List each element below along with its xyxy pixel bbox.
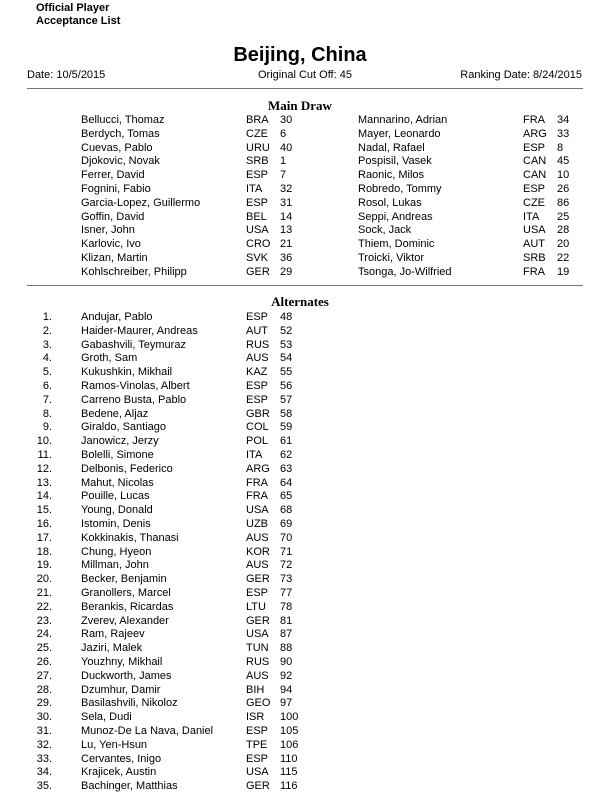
main-draw-row <box>0 155 600 169</box>
player-rank: 65 <box>280 490 293 503</box>
player-name: Zverev, Alexander <box>81 614 169 627</box>
player-name: Granollers, Marcel <box>81 587 171 599</box>
player-country: ITA <box>246 449 263 461</box>
player-name: Tsonga, Jo-Wilfried <box>358 265 452 278</box>
player-name: Klizan, Martin <box>81 252 148 264</box>
document-heading <box>36 2 120 28</box>
player-rank: 69 <box>280 518 293 530</box>
alternate-row <box>0 477 600 491</box>
player-rank: 53 <box>280 338 293 351</box>
alternate-row <box>0 394 600 408</box>
main-draw-row <box>0 142 600 156</box>
player-country: AUT <box>246 324 268 337</box>
alternate-number: 9. <box>42 421 52 434</box>
player-name: Groth, Sam <box>81 352 138 365</box>
player-rank: 94 <box>280 683 293 696</box>
alternate-number: 31. <box>36 725 52 737</box>
player-country: URU <box>246 141 270 154</box>
player-rank: 22 <box>557 252 570 264</box>
alternate-row <box>0 532 600 546</box>
player-name: Mannarino, Adrian <box>358 114 448 126</box>
player-name: Young, Donald <box>81 504 153 517</box>
player-name: Isner, John <box>81 224 135 237</box>
player-name: Goffin, David <box>81 210 145 223</box>
player-name: Delbonis, Federico <box>81 462 173 475</box>
alternate-row <box>0 408 600 422</box>
player-rank: 106 <box>280 738 299 751</box>
player-name: Istomin, Denis <box>81 518 151 530</box>
player-country: RUS <box>246 338 270 351</box>
player-name: Basilashvili, Nikoloz <box>81 697 178 710</box>
main-draw-row <box>0 211 600 225</box>
player-name: Mahut, Nicolas <box>81 476 154 489</box>
player-country: LTU <box>246 600 266 613</box>
player-rank: 90 <box>280 656 293 668</box>
player-name: Robredo, Tommy <box>358 183 442 195</box>
player-country: CRO <box>246 238 271 251</box>
player-rank: 71 <box>280 545 293 558</box>
player-country: USA <box>246 766 269 779</box>
player-rank: 1 <box>280 155 287 168</box>
player-name: Bedene, Aljaz <box>81 407 149 420</box>
alternate-row <box>0 449 600 463</box>
player-rank: 7 <box>280 169 287 182</box>
alternate-row <box>0 711 600 725</box>
alternate-number: 3. <box>42 338 52 351</box>
player-country: AUS <box>246 352 269 365</box>
original-cutoff: Original Cut Off: 45 <box>258 69 352 81</box>
player-name: Pospisil, Vasek <box>358 155 432 168</box>
main-draw-row <box>0 128 600 142</box>
alternate-row <box>0 435 600 449</box>
player-rank: 87 <box>280 628 293 641</box>
player-country: FRA <box>523 265 545 278</box>
player-name: Berankis, Ricardas <box>81 600 174 613</box>
ranking-date: Ranking Date: 8/24/2015 <box>460 69 582 81</box>
player-country: BEL <box>246 210 267 223</box>
alternate-number: 29. <box>36 697 52 710</box>
alternate-row <box>0 601 600 615</box>
player-country: ESP <box>523 183 546 195</box>
main-draw-row <box>0 224 600 238</box>
alternate-number: 2. <box>42 324 52 337</box>
divider <box>27 88 583 89</box>
alternate-number: 30. <box>36 711 52 724</box>
player-rank: 36 <box>280 252 293 264</box>
player-rank: 34 <box>557 114 570 126</box>
alternate-row <box>0 739 600 753</box>
alternate-row <box>0 780 600 794</box>
player-name: Gabashvili, Teymuraz <box>81 338 186 351</box>
alternates-title: Alternates <box>271 294 329 309</box>
player-country: ESP <box>246 169 269 182</box>
alternate-row <box>0 753 600 767</box>
player-country: SRB <box>246 155 269 168</box>
player-rank: 48 <box>280 311 293 323</box>
alternate-row <box>0 766 600 780</box>
player-rank: 81 <box>280 614 293 627</box>
player-name: Jaziri, Malek <box>81 642 143 655</box>
player-country: GER <box>246 780 270 793</box>
player-name: Thiem, Dominic <box>358 238 435 251</box>
player-country: GER <box>246 573 270 586</box>
player-name: Garcia-Lopez, Guillermo <box>81 196 201 209</box>
alternate-number: 27. <box>36 669 52 682</box>
player-rank: 105 <box>280 725 299 737</box>
player-country: ESP <box>246 380 269 392</box>
player-name: Nadal, Rafael <box>358 141 425 154</box>
player-name: Janowicz, Jerzy <box>81 435 159 448</box>
player-rank: 77 <box>280 587 293 599</box>
player-name: Haider-Maurer, Andreas <box>81 324 198 337</box>
player-country: TUN <box>246 642 269 655</box>
main-draw-row <box>0 169 600 183</box>
player-name: Millman, John <box>81 559 149 572</box>
player-name: Kukushkin, Mikhail <box>81 366 173 379</box>
alternate-number: 11. <box>37 449 52 461</box>
player-country: ITA <box>523 210 540 223</box>
player-country: ESP <box>246 393 269 406</box>
alternate-row <box>0 656 600 670</box>
player-rank: 72 <box>280 559 293 572</box>
alternate-row <box>0 518 600 532</box>
alternate-number: 4. <box>42 352 52 365</box>
alternate-number: 7. <box>42 393 52 406</box>
player-name: Bolelli, Simone <box>81 449 154 461</box>
alternate-number: 14. <box>36 490 52 503</box>
alternate-number: 24. <box>36 628 52 641</box>
player-country: ESP <box>523 141 546 154</box>
alternate-row <box>0 546 600 560</box>
player-rank: 100 <box>280 711 299 724</box>
player-country: KOR <box>246 545 270 558</box>
alternate-number: 33. <box>36 752 52 765</box>
player-rank: 6 <box>280 127 287 140</box>
alternate-number: 12. <box>36 462 52 475</box>
player-name: Sela, Dudi <box>81 711 132 724</box>
player-rank: 20 <box>557 238 570 251</box>
player-country: USA <box>523 224 546 237</box>
player-rank: 58 <box>280 407 293 420</box>
player-name: Giraldo, Santiago <box>81 421 166 434</box>
alternate-row <box>0 380 600 394</box>
player-rank: 63 <box>280 462 293 475</box>
player-name: Troicki, Viktor <box>358 252 425 264</box>
player-country: AUS <box>246 669 269 682</box>
alternate-number: 34. <box>36 766 52 779</box>
alternate-row <box>0 504 600 518</box>
player-name: Bachinger, Matthias <box>81 780 178 793</box>
player-name: Sock, Jack <box>358 224 412 237</box>
heading-line-1: Official Player <box>36 2 110 14</box>
alternate-row <box>0 615 600 629</box>
alternate-number: 8. <box>42 407 52 420</box>
player-name: Cervantes, Inigo <box>81 752 162 765</box>
player-rank: 13 <box>280 224 293 237</box>
player-rank: 14 <box>280 210 293 223</box>
player-rank: 59 <box>280 421 293 434</box>
alternate-row <box>0 559 600 573</box>
alternate-number: 23. <box>36 614 52 627</box>
player-country: TPE <box>246 738 268 751</box>
player-rank: 19 <box>557 265 570 278</box>
player-name: Andujar, Pablo <box>81 311 153 323</box>
main-draw-row <box>0 183 600 197</box>
player-name: Ramos-Vinolas, Albert <box>81 380 190 392</box>
player-country: SVK <box>246 252 269 264</box>
player-name: Karlovic, Ivo <box>81 238 141 251</box>
player-country: USA <box>246 628 269 641</box>
player-country: GBR <box>246 407 270 420</box>
player-rank: 25 <box>557 210 570 223</box>
alternate-row <box>0 421 600 435</box>
player-rank: 61 <box>280 435 293 448</box>
player-name: Chung, Hyeon <box>81 545 152 558</box>
player-country: FRA <box>246 490 268 503</box>
player-rank: 31 <box>280 196 293 209</box>
player-name: Fognini, Fabio <box>81 183 151 195</box>
player-rank: 78 <box>280 600 293 613</box>
alternate-row <box>0 628 600 642</box>
main-draw-row <box>0 114 600 128</box>
player-rank: 115 <box>280 766 298 779</box>
list-date: Date: 10/5/2015 <box>27 69 106 81</box>
player-rank: 8 <box>557 141 564 154</box>
player-rank: 92 <box>280 669 293 682</box>
alternate-number: 5. <box>42 366 52 379</box>
main-draw-row <box>0 252 600 266</box>
player-country: ITA <box>246 183 263 195</box>
player-rank: 64 <box>280 476 293 489</box>
player-country: KAZ <box>246 366 268 379</box>
alternate-number: 13. <box>36 476 52 489</box>
alternate-number: 20. <box>36 573 52 586</box>
player-name: Rosol, Lukas <box>358 196 422 209</box>
player-rank: 52 <box>280 324 293 337</box>
alternate-row <box>0 463 600 477</box>
player-rank: 88 <box>280 642 293 655</box>
alternate-row <box>0 642 600 656</box>
player-rank: 54 <box>280 352 293 365</box>
alternate-number: 1. <box>42 311 52 323</box>
player-rank: 40 <box>280 141 293 154</box>
player-rank: 86 <box>557 196 570 209</box>
player-country: RUS <box>246 656 270 668</box>
player-country: CAN <box>523 169 547 182</box>
main-draw-row <box>0 197 600 211</box>
main-draw-title: Main Draw <box>268 98 332 113</box>
player-name: Munoz-De La Nava, Daniel <box>81 725 214 737</box>
player-country: AUT <box>523 238 545 251</box>
divider <box>27 285 583 286</box>
player-rank: 97 <box>280 697 293 710</box>
alternate-number: 21. <box>36 587 52 599</box>
player-country: GER <box>246 614 270 627</box>
player-name: Berdych, Tomas <box>81 127 160 140</box>
player-name: Carreno Busta, Pablo <box>81 393 187 406</box>
player-name: Raonic, Milos <box>358 169 425 182</box>
player-rank: 73 <box>280 573 293 586</box>
alternate-number: 15. <box>36 504 52 517</box>
alternate-number: 19. <box>36 559 52 572</box>
player-country: CAN <box>523 155 547 168</box>
player-country: FRA <box>523 114 545 126</box>
player-name: Dzumhur, Damir <box>81 683 161 696</box>
player-rank: 29 <box>280 265 293 278</box>
player-country: ARG <box>246 462 270 475</box>
alternate-number: 25. <box>36 642 52 655</box>
player-country: POL <box>246 435 269 448</box>
alternate-row <box>0 339 600 353</box>
heading-line-2: Acceptance List <box>36 15 121 27</box>
alternate-number: 18. <box>36 545 52 558</box>
player-rank: 21 <box>280 238 293 251</box>
player-name: Mayer, Leonardo <box>358 127 441 140</box>
alternate-number: 35. <box>36 780 52 793</box>
player-name: Cuevas, Pablo <box>81 141 153 154</box>
player-rank: 116 <box>280 780 298 793</box>
player-country: COL <box>246 421 269 434</box>
player-name: Lu, Yen-Hsun <box>81 738 148 751</box>
alternate-number: 6. <box>42 380 52 392</box>
player-rank: 45 <box>557 155 570 168</box>
player-country: GER <box>246 265 270 278</box>
player-rank: 56 <box>280 380 293 392</box>
player-country: SRB <box>523 252 546 264</box>
player-name: Kokkinakis, Thanasi <box>81 531 179 544</box>
main-draw-row <box>0 238 600 252</box>
player-rank: 57 <box>280 393 293 406</box>
player-rank: 55 <box>280 366 293 379</box>
player-rank: 70 <box>280 531 293 544</box>
player-rank: 32 <box>280 183 293 195</box>
player-name: Pouille, Lucas <box>81 490 150 503</box>
alternate-row <box>0 490 600 504</box>
player-rank: 30 <box>280 114 293 126</box>
alternate-row <box>0 587 600 601</box>
player-country: GEO <box>246 697 271 710</box>
player-country: FRA <box>246 476 268 489</box>
player-country: AUS <box>246 531 269 544</box>
player-country: UZB <box>246 518 268 530</box>
player-country: BRA <box>246 114 269 126</box>
alternate-row <box>0 366 600 380</box>
alternate-number: 22. <box>36 600 52 613</box>
player-name: Krajicek, Austin <box>81 766 157 779</box>
player-rank: 110 <box>280 752 298 765</box>
player-rank: 33 <box>557 127 570 140</box>
player-country: ESP <box>246 587 269 599</box>
tournament-title: Beijing, China <box>233 44 367 66</box>
alternate-number: 32. <box>36 738 52 751</box>
player-name: Duckworth, James <box>81 669 172 682</box>
alternate-number: 16. <box>36 518 52 530</box>
player-name: Djokovic, Novak <box>81 155 160 168</box>
player-country: CZE <box>246 127 268 140</box>
player-country: BIH <box>246 683 265 696</box>
player-rank: 28 <box>557 224 570 237</box>
player-rank: 26 <box>557 183 570 195</box>
player-country: CZE <box>523 196 545 209</box>
player-rank: 68 <box>280 504 293 517</box>
alternate-number: 28. <box>36 683 52 696</box>
alternate-row <box>0 352 600 366</box>
player-rank: 10 <box>557 169 570 182</box>
player-name: Ram, Rajeev <box>81 628 145 641</box>
player-country: AUS <box>246 559 269 572</box>
player-country: ARG <box>523 127 547 140</box>
alternate-number: 26. <box>36 656 52 668</box>
alternate-number: 17. <box>36 531 52 544</box>
alternate-row <box>0 573 600 587</box>
player-rank: 62 <box>280 449 293 461</box>
player-name: Youzhny, Mikhail <box>81 656 163 668</box>
alternate-row <box>0 697 600 711</box>
player-country: ESP <box>246 196 269 209</box>
player-country: ISR <box>246 711 265 724</box>
player-country: USA <box>246 224 269 237</box>
alternate-row <box>0 311 600 325</box>
alternate-row <box>0 670 600 684</box>
player-name: Bellucci, Thomaz <box>81 114 165 126</box>
player-name: Becker, Benjamin <box>81 573 167 586</box>
player-name: Kohlschreiber, Philipp <box>81 265 187 278</box>
alternate-row <box>0 725 600 739</box>
player-country: ESP <box>246 725 269 737</box>
player-name: Ferrer, David <box>81 169 145 182</box>
player-country: USA <box>246 504 269 517</box>
player-name: Seppi, Andreas <box>358 210 433 223</box>
player-country: ESP <box>246 752 269 765</box>
alternate-row <box>0 325 600 339</box>
main-draw-row <box>0 266 600 280</box>
alternate-row <box>0 684 600 698</box>
alternate-number: 10. <box>36 435 52 448</box>
player-country: ESP <box>246 311 269 323</box>
